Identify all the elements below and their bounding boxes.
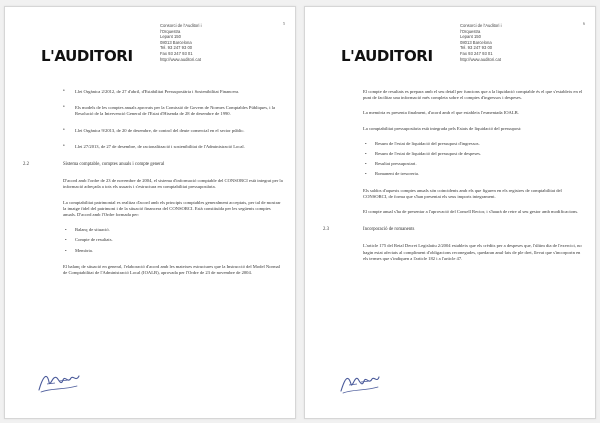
section-heading xyxy=(23,162,283,168)
section-title: Incorporació de romanents xyxy=(363,227,415,233)
list-item-text: Resum de l'estat de liquidació del pressupost de despeses. xyxy=(375,151,482,157)
bullet-icon: • xyxy=(65,227,67,233)
section-heading xyxy=(323,227,583,233)
bullet-icon: • xyxy=(63,89,65,94)
document-page-right xyxy=(304,6,596,419)
address-line: Lepant 150 xyxy=(160,34,181,40)
paragraph: El compte anual s'ha de presentar a l'aprovació del Consell Rector, i s'haurà de retre al seu gestor amb modificacions. xyxy=(363,209,579,215)
list-item-text: Balanç de situació. xyxy=(75,227,110,233)
address-line: Lepant 150 xyxy=(460,34,481,40)
signature-svg xyxy=(35,366,83,396)
bullet-icon: • xyxy=(63,143,65,149)
paragraph: La comptabilitat pressupostària està integrada pels Estats de liquidació del pressupost: xyxy=(363,125,522,131)
address-block xyxy=(460,23,588,62)
address-line: http://www.auditori.cat xyxy=(460,56,501,62)
bullet-icon: • xyxy=(365,171,367,177)
list-item xyxy=(63,237,283,243)
statements-list xyxy=(23,227,283,254)
list-item xyxy=(63,248,283,254)
list-item-text: Llei Orgànica 9/2013, de 20 de desembre, de control del deute comercial en el sector públic. xyxy=(75,127,245,133)
address-line: http://www.auditori.cat xyxy=(160,56,201,62)
list-item-text: Memòria. xyxy=(75,247,93,253)
signature-icon xyxy=(35,366,83,396)
list-item xyxy=(23,144,283,150)
list-item xyxy=(23,128,283,134)
paragraph: D'acord amb l'ordre de 23 de novembre de 2004, el sistema d'informació comptable del CONSORCI està integrat per la informació adreçada a tots els usuaris i s'estructura en comptabilitat pressupostària. xyxy=(63,178,283,190)
list-item-text: Llei 27/2013, de 27 de desembre, de racionalització i sostenibilitat de l'Administració Local. xyxy=(75,143,245,149)
list-item-text: Resum de l'estat de liquidació del pressupost d'ingressos. xyxy=(375,140,480,146)
bullet-icon: • xyxy=(65,237,67,243)
signature-icon xyxy=(335,366,383,396)
bullet-icon: • xyxy=(365,140,367,146)
address-line: l'Orquestra xyxy=(460,28,481,34)
list-item xyxy=(363,151,583,157)
bullet-icon: • xyxy=(63,127,65,133)
list-item-text: Romanent de tresoreria. xyxy=(375,171,420,177)
page-number: 6 xyxy=(583,21,585,26)
section-number: 2.2 xyxy=(23,162,29,168)
page-content xyxy=(323,89,583,271)
signature-svg xyxy=(335,366,383,396)
address-line: Tel. 93 247 93 00 xyxy=(160,45,193,51)
paragraph: La comptabilitat patrimonial es realitza d'acord amb els principis comptables generalment acceptats, per tal de mostrar la imatge fidel del patrimoni i de la situació financera del CONSORCI. Està constituïda per les següents comptes anuals. D'acord amb l'Ordre formada per: xyxy=(63,199,281,218)
bullet-icon: • xyxy=(63,105,65,111)
paragraph: El compte de resultats es prepara amb el seu detall per funcions que a la liquidació comptable és el que s'estableix en el punt de facilitar una informació més completa sobre el comptes d'ingressos i despeses. xyxy=(363,89,583,101)
address-line: Fax 93 247 93 01 xyxy=(160,50,193,56)
page-content xyxy=(23,89,283,285)
address-line: l'Orquestra xyxy=(160,28,181,34)
address-line: 08013 Barcelona xyxy=(460,39,492,45)
list-item-text: Els models de les comptes anuals aprovats per la Comissió de Govern de Normes Comptables Públiques, i la Resolució de la Intervenció General de l'Estat d'Hisenda de 28 de desembre de 1990. xyxy=(75,105,276,117)
address-line: Tel. 93 247 93 00 xyxy=(460,45,493,51)
page-number: 5 xyxy=(283,21,285,26)
budget-statements-list xyxy=(323,141,583,178)
list-item xyxy=(23,89,283,95)
address-line: 08013 Barcelona xyxy=(160,39,192,45)
bullet-icon: • xyxy=(365,151,367,157)
bullet-icon: • xyxy=(65,247,67,253)
section-title: Sistema comptable, comptes anuals i compte general xyxy=(63,162,165,168)
document-page-left xyxy=(4,6,296,419)
list-item-text: Resultat pressupostari. xyxy=(375,161,417,167)
bullet-icon: • xyxy=(365,161,367,167)
address-line: Consorci de l'Auditori i xyxy=(160,23,202,28)
list-item xyxy=(363,161,583,167)
list-item xyxy=(23,105,283,117)
list-item xyxy=(363,141,583,147)
paragraph: L'article 175 del Reial Decret Legislatiu 2/2004 estableix que els crèdits per a despeses que, l'últim dia de l'exercici, no hagin estat afectats al compliment d'obligacions reconegudes, quedaran anul·lats de ple dret, llevat que s'incorporin en els termes que s'indiquen a l'article 182 i a l'article 47. xyxy=(363,243,582,261)
paragraph: Els saldos d'aquests comptes anuals són coincidents amb els que figuren en els registres de comptabilitat del CONSORCI, de forma que s'han presentat els seus imports integrament. xyxy=(363,187,562,199)
list-item xyxy=(63,227,283,233)
paragraph: La memòria es presenta finalment, d'acord amb el que estableix l'esmentada IOALB. xyxy=(363,110,519,116)
address-block xyxy=(160,23,288,62)
address-line: Consorci de l'Auditori i xyxy=(460,23,502,28)
logo: L'AUDITORI xyxy=(41,47,133,65)
address-line: Fax 93 247 93 01 xyxy=(460,50,493,56)
logo: L'AUDITORI xyxy=(341,47,433,65)
section-number: 2.3 xyxy=(323,227,329,233)
list-item xyxy=(363,171,583,177)
list-item-text: Compte de resultats. xyxy=(75,237,113,243)
list-item-text: Llei Orgànica 2/2012, de 27 d'abril, d'Estabilitat Pressupostària i Sostenibilitat Financera. xyxy=(75,89,240,94)
paragraph: El balanç de situació en general, l'elaboració d'acord amb les mateixes estructures que la Instrucció del Model Normal de Comptabilitat de l'Administració Local (IOALB), aprovada per l'Ordre de 23 de novembre de 2004. xyxy=(63,263,280,276)
